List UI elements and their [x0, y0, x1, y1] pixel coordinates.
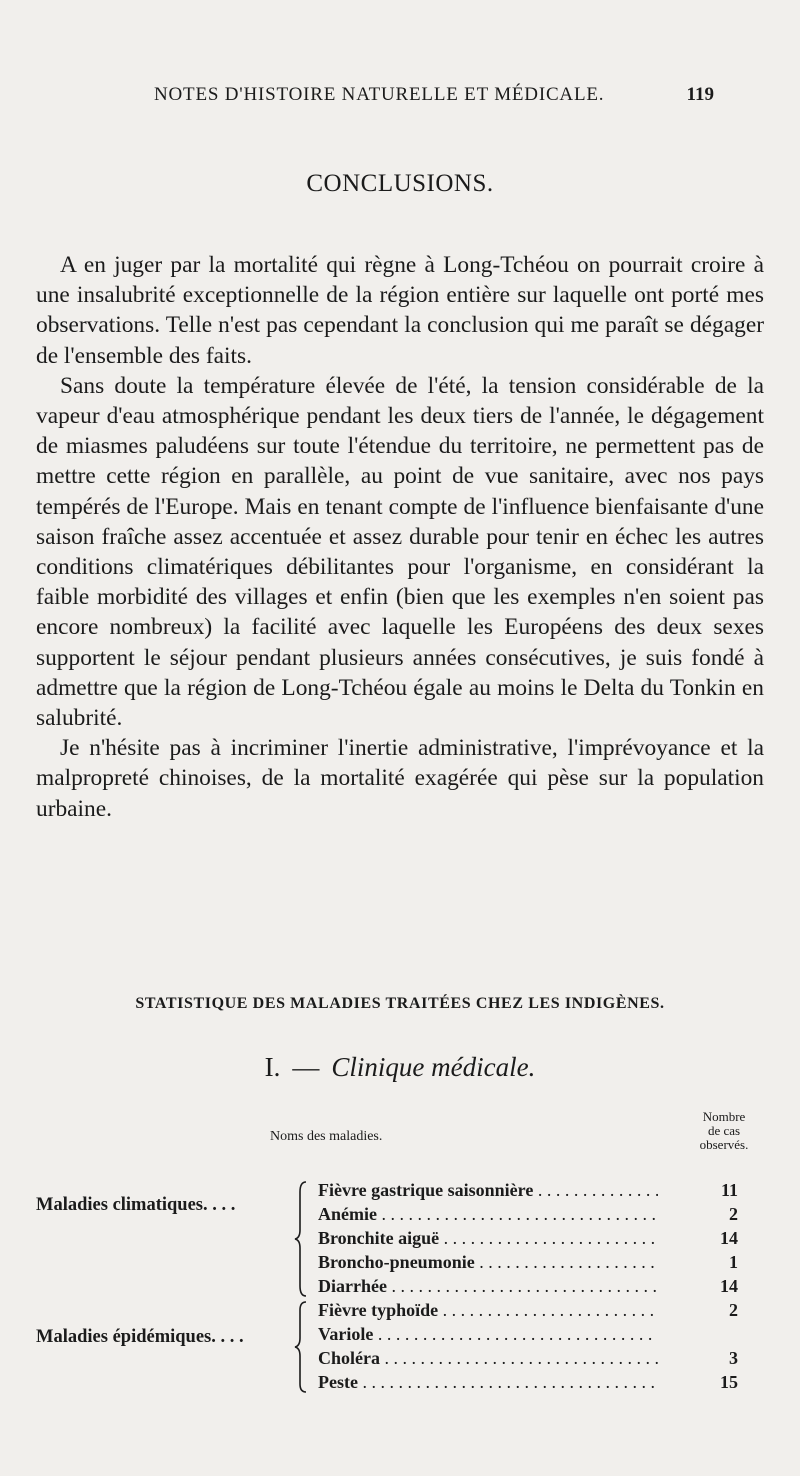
table-row	[318, 1324, 738, 1348]
disease-name: Peste . . .	[318, 1372, 658, 1393]
column-header-names: Noms des maladies.	[270, 1129, 383, 1144]
table-row	[318, 1228, 738, 1252]
column-header-count-line: observés.	[699, 1137, 749, 1152]
disease-name: Variole . . .	[318, 1324, 658, 1345]
paragraph: Je n'hésite pas à incriminer l'inertie administrative, l'imprévoyance et la malpropreté chinoises, de la mortalité exagérée qui pèse sur la population urbaine.	[36, 735, 764, 822]
page-number: 119	[686, 84, 714, 105]
paragraph: A en juger par la mortalité qui règne à Long-Tchéou on pourrait croire à une insalubrité exceptionnelle de la région entière sur laquelle ont porté mes observations. Telle n'est pas cependant la conclusion qui me paraît se dégager de l'ensemble des faits.	[36, 252, 764, 369]
table-row	[318, 1204, 738, 1228]
table-row	[318, 1276, 738, 1300]
brace-icon	[294, 1300, 308, 1394]
table-row	[318, 1372, 738, 1396]
case-count: 15	[720, 1372, 738, 1392]
paragraph: Sans doute la température élevée de l'été, la tension considérable de la vapeur d'eau atmosphérique pendant les deux tiers de l'année, le dégagement de miasmes paludéens sur toute l'étendue du territoire, ne permettent pas de mettre cette région en parallèle, au point de vue sanitaire, avec nos pays tempérés de l'Europe. Mais en tenant compte de l'influence bienfaisante d'une saison fraîche assez accentuée et assez durable pour tenir en échec les autres conditions climatériques débilitantes pour l'organisme, en considérant la faible morbidité des villages et enfin (bien que les exemples n'en soient pas encore nombreux) la facilité avec laquelle les Européens des deux sexes supportent le séjour pendant plusieurs années consécutives, je suis fondé à admettre que la région de Long-Tchéou égale au moins le Delta du Tonkin en salubrité.	[36, 372, 764, 732]
column-header-count	[684, 1110, 764, 1152]
disease-name: Bronchite aiguë . . .	[318, 1228, 658, 1249]
table-row	[318, 1180, 738, 1204]
section-title: CONCLUSIONS.	[306, 170, 494, 197]
running-title: NOTES D'HISTOIRE NATURELLE ET MÉDICALE.	[154, 84, 605, 105]
column-header-count-line: de cas	[707, 1123, 741, 1138]
table-row	[318, 1348, 738, 1372]
disease-name: Diarrhée . . .	[318, 1276, 658, 1297]
sub-heading-dash: —	[292, 1052, 320, 1082]
disease-name: Choléra . . .	[318, 1348, 658, 1369]
case-count: 14	[720, 1228, 738, 1248]
sub-heading	[0, 1052, 800, 1083]
case-count: 3	[729, 1348, 738, 1368]
case-count: 14	[720, 1276, 738, 1296]
running-header	[154, 84, 714, 106]
column-header-count-line: Nombre	[702, 1109, 746, 1124]
disease-name: Broncho-pneumonie . . .	[318, 1252, 658, 1273]
sub-heading-title: Clinique médicale.	[331, 1052, 536, 1082]
group-label-epidemic: Maladies épidémiques. . . .	[36, 1327, 244, 1347]
table-row	[318, 1252, 738, 1276]
sub-heading-numeral: I.	[264, 1052, 281, 1082]
group-label-climatic: Maladies climatiques. . . .	[36, 1195, 236, 1215]
body-text	[36, 250, 764, 824]
case-count: 11	[720, 1180, 738, 1200]
case-count: 1	[729, 1252, 738, 1272]
brace-icon	[294, 1180, 308, 1298]
table-row	[318, 1300, 738, 1324]
statistics-heading: STATISTIQUE DES MALADIES TRAITÉES CHEZ LES INDIGÈNES.	[135, 995, 665, 1012]
disease-name: Fièvre typhoïde . . .	[318, 1300, 658, 1321]
disease-name: Fièvre gastrique saisonnière . . .	[318, 1180, 658, 1201]
disease-name: Anémie . . .	[318, 1204, 658, 1225]
case-count: 2	[729, 1204, 738, 1224]
case-count: 2	[729, 1300, 738, 1320]
